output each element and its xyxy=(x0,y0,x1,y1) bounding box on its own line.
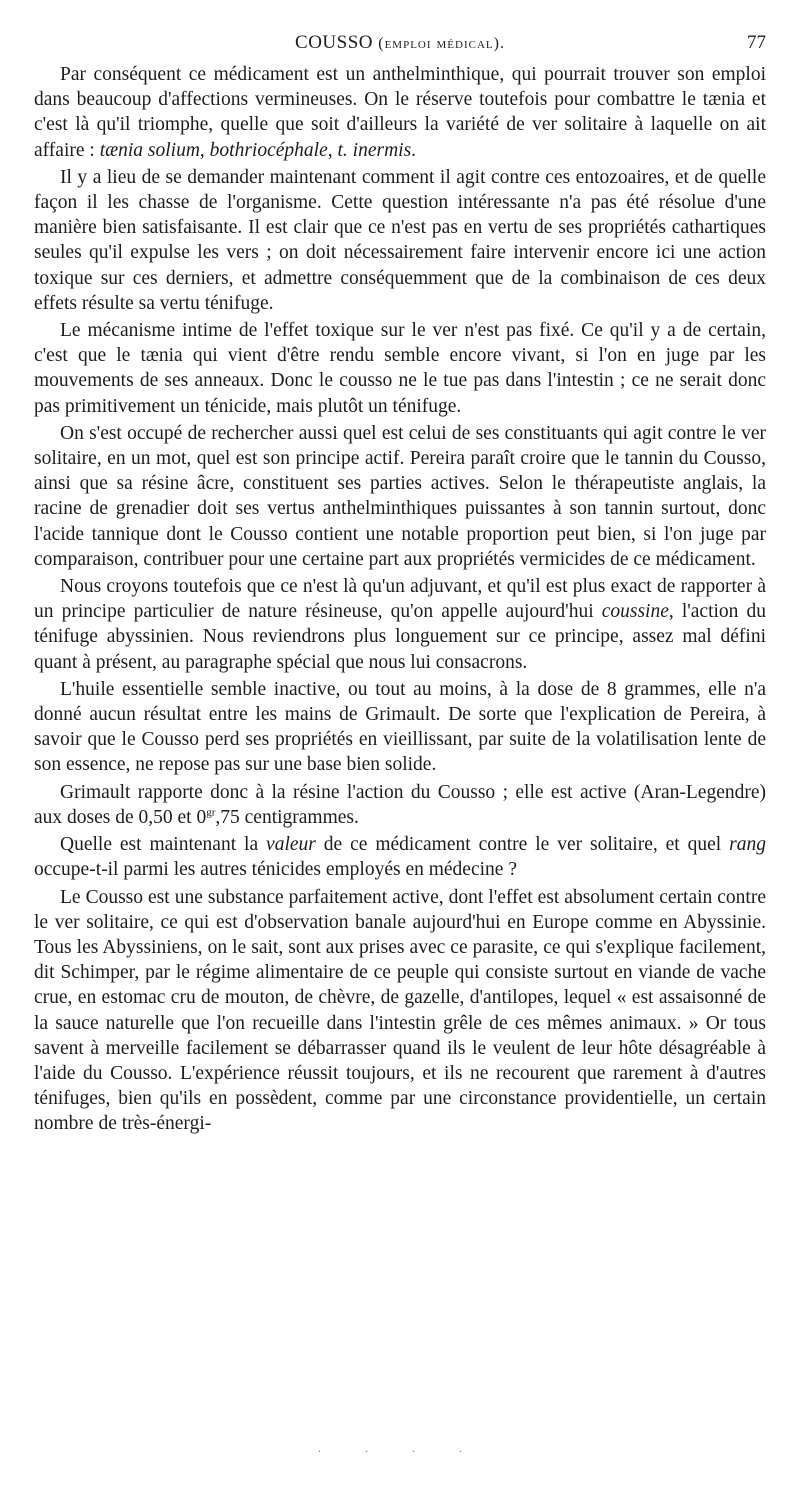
header-title: COUSSO xyxy=(295,32,373,53)
paragraph-3: Le mécanisme intime de l'effet toxique sur le ver n'est pas fixé. Ce qu'il y a de certain, c'est que le tænia qui vient d'être rendu semble encore vivant, si l'on en juge par les mouvements de ses anneaux. Donc le cousso ne le tue pas dans l'intestin ; ce ne serait donc pas primitivement un ténicide, mais plutôt un ténifuge. xyxy=(34,320,766,417)
gram-abbreviation: gr xyxy=(206,806,216,819)
paragraph-7-text-a: Grimault rapporte donc à la résine l'action du Cousso ; elle est active (Aran-Legendre) aux doses de 0,50 et 0 xyxy=(34,781,766,828)
bothriocephale-term: bothriocéphale xyxy=(209,139,328,161)
paragraph-6: L'huile essentielle semble inactive, ou tout au moins, à la dose de 8 grammes, elle n'a donné aucun résultat entre les mains de Grimault. De sorte que l'explication de Pereira, à savoir que le Cousso perd ses propriétés en vieillissant, par suite de la volatilisation lente de son essence, ne repose pas sur une base bien solide. xyxy=(34,678,766,776)
page-number: 77 xyxy=(747,32,766,53)
paragraph-5 xyxy=(34,574,766,675)
paragraph-1-text-b: , xyxy=(199,139,210,161)
footer-print-marks: · · · · xyxy=(317,1444,483,1458)
running-header xyxy=(34,32,766,58)
paragraph-4: On s'est occupé de rechercher aussi quel est celui de ses constituants qui agit contre le ver solitaire, en un mot, quel est son principe actif. Pereira paraît croire que le tannin du Cousso, ainsi que sa résine âcre, constituent ses parties actives. Selon le thérapeutiste anglais, la racine de grenadier doit ses vertus anthelminthiques puissantes à son tannin surtout, donc l'acide tannique dont le Cousso contient une notable proportion peut bien, si l'on juge par comparaison, contribuer pour une certaine part aux propriétés vermicides de ce médicament. xyxy=(34,422,766,570)
paragraph-8-text-a: Quelle est maintenant la xyxy=(60,834,267,856)
rang-term: rang xyxy=(729,834,766,856)
paragraph-8-text-b: de ce médicament contre le ver solitaire, et quel xyxy=(315,834,730,856)
paragraph-7-text-b: ,75 centigrammes. xyxy=(215,806,359,828)
paragraph-1-text-a: Par conséquent ce médicament est un anthelminthique, qui pourrait trouver son emploi dans beaucoup d'affections vermineuses. On le réserve toutefois pour combattre le tænia et c'est là qu'il triomphe, quelle que soit d'ailleurs la variété de ver solitaire à laquelle on ait affaire : xyxy=(34,64,766,161)
paragraph-1 xyxy=(34,62,766,163)
valeur-term: valeur xyxy=(266,834,316,856)
coussine-term: coussine xyxy=(601,601,669,623)
paragraph-2: Il y a lieu de se demander maintenant comment il agit contre ces entozoaires, et de quelle façon il les chasse de l'organisme. Cette question intéressante n'a pas été résolue d'une manière bien satisfaisante. Il est clair que ce n'est pas en vertu de ses propriétés cathartiques seules qu'il expulse les vers ; on doit nécessairement faire intervenir encore ici une action toxique sur ces derniers, et admettre conséquemment que de la combinaison de ces deux effets résulte sa vertu ténifuge. xyxy=(34,166,766,314)
paragraph-5-text-a: Nous croyons toutefois que ce n'est là qu'un adjuvant, et qu'il est plus exact de rapporter à un principe particulier de nature résineuse, qu'on appelle aujourd'hui xyxy=(34,576,766,623)
t-inermis-term: t. inermis xyxy=(337,139,412,161)
paragraph-5-text-b: , l'action du ténifuge abyssinien. Nous reviendrons plus longuement sur ce principe, assez mal défini quant à présent, au paragraphe spécial que nous lui consacrons. xyxy=(34,601,766,673)
paragraph-9: Le Cousso est une substance parfaitement active, dont l'effet est absolument certain contre le ver solitaire, ce qui est d'observation banale aujourd'hui en Europe comme en Abyssinie. Tous les Abyssiniens, on le sait, sont aux prises avec ce parasite, ce qui s'explique facilement, dit Schimper, par le régime alimentaire de ce peuple qui consiste surtout en viande de vache crue, en estomac cru de mouton, de chèvre, de gazelle, d'antilopes, lequel « est assaisonné de la sauce naturelle que l'on recueille dans l'intestin grêle de ces mêmes animaux. » Or tous savent à merveille facilement se débarrasser quand ils le veulent de leur hôte désagréable à l'aide du Cousso. L'expérience réussit toujours, et ils ne recourent que rarement à d'autres ténifuges, bien qu'ils en possèdent, comme par une circonstance providentielle, un certain nombre de très-énergi- xyxy=(34,886,766,1135)
paragraph-1-text-d: . xyxy=(411,139,417,161)
body-text xyxy=(34,62,766,1137)
paragraph-1-text-c: , xyxy=(327,139,338,161)
header-subtitle: (emploi médical). xyxy=(378,35,505,52)
taenia-solium-term: tænia solium xyxy=(99,139,200,161)
paragraph-8-text-c: occupe-t-il parmi les autres ténicides employés en médecine ? xyxy=(34,859,517,881)
running-head-title xyxy=(34,32,766,54)
paragraph-7 xyxy=(34,780,766,830)
paragraph-8 xyxy=(34,832,766,882)
